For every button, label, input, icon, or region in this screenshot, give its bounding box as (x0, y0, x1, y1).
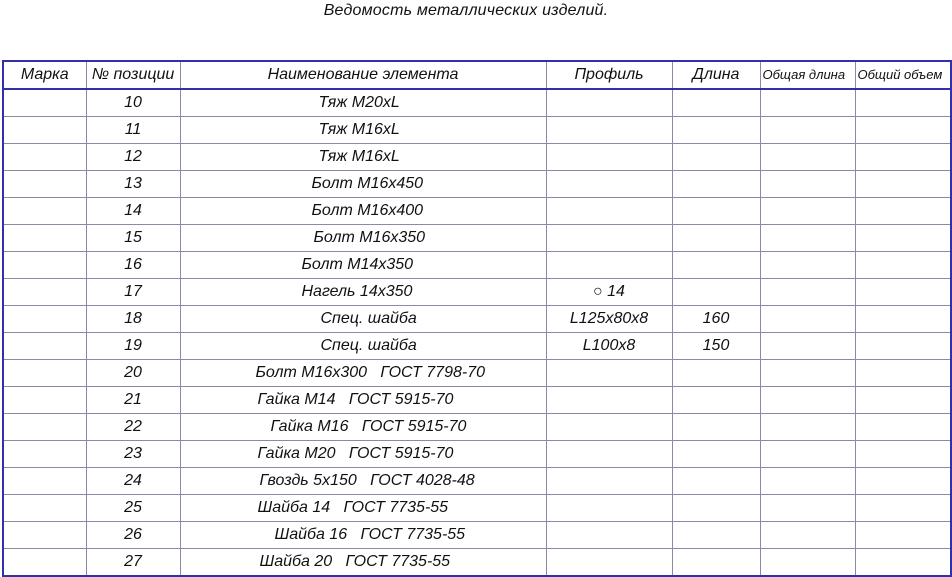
position-cell: 16 (86, 252, 180, 279)
element-name-text: Гайка М14 ГОСТ 5915-70 (257, 391, 454, 408)
element-name-cell (180, 549, 546, 577)
total-length-cell (760, 360, 855, 387)
table-header-row (3, 61, 951, 89)
total-length-cell (760, 144, 855, 171)
total-length-cell (760, 468, 855, 495)
element-name-text: Болт М16x400 (311, 202, 424, 219)
mark-cell (3, 198, 86, 225)
total-volume-cell (855, 89, 951, 117)
profile-cell (546, 360, 672, 387)
total-volume-cell (855, 387, 951, 414)
element-name-text: Шайба 14 ГОСТ 7735-55 (257, 499, 449, 516)
position-cell: 11 (86, 117, 180, 144)
mark-cell (3, 333, 86, 360)
table-row (3, 89, 951, 117)
length-cell (672, 495, 760, 522)
element-name-cell (180, 252, 546, 279)
element-name-text: Нагель 14x350 (301, 283, 413, 300)
element-name-text: Болт М16x350 (313, 229, 426, 246)
table-row (3, 306, 951, 333)
position-cell: 19 (86, 333, 180, 360)
length-cell (672, 89, 760, 117)
total-length-cell (760, 252, 855, 279)
total-volume-cell (855, 333, 951, 360)
total-volume-cell (855, 414, 951, 441)
element-name-cell (180, 495, 546, 522)
metal-items-table (2, 60, 952, 577)
element-name-cell (180, 198, 546, 225)
total-length-cell (760, 279, 855, 306)
length-cell (672, 198, 760, 225)
total-length-cell (760, 198, 855, 225)
table-row (3, 387, 951, 414)
total-volume-cell (855, 117, 951, 144)
total-length-cell (760, 495, 855, 522)
total-length-cell (760, 225, 855, 252)
position-cell: 17 (86, 279, 180, 306)
element-name-cell (180, 333, 546, 360)
element-name-cell (180, 441, 546, 468)
position-cell: 18 (86, 306, 180, 333)
total-volume-cell (855, 306, 951, 333)
element-name-cell (180, 279, 546, 306)
header-total-length: Общая длина (760, 61, 855, 89)
total-length-cell (760, 117, 855, 144)
position-cell: 21 (86, 387, 180, 414)
mark-cell (3, 252, 86, 279)
profile-cell: ○ 14 (546, 279, 672, 306)
element-name-cell (180, 468, 546, 495)
element-name-cell (180, 414, 546, 441)
table-row (3, 171, 951, 198)
document-title: Ведомость металлических изделий. (323, 2, 609, 19)
position-cell: 26 (86, 522, 180, 549)
profile-cell (546, 198, 672, 225)
total-length-cell (760, 441, 855, 468)
profile-cell: L125x80x8 (546, 306, 672, 333)
total-volume-cell (855, 144, 951, 171)
mark-cell (3, 360, 86, 387)
total-length-cell (760, 414, 855, 441)
table-row (3, 117, 951, 144)
element-name-cell (180, 144, 546, 171)
length-cell (672, 279, 760, 306)
element-name-text: Спец. шайба (320, 337, 417, 354)
mark-cell (3, 441, 86, 468)
profile-cell (546, 549, 672, 577)
total-volume-cell (855, 468, 951, 495)
element-name-cell (180, 522, 546, 549)
header-position: № позиции (86, 61, 180, 89)
header-length: Длина (672, 61, 760, 89)
profile-cell: L100x8 (546, 333, 672, 360)
table-row (3, 360, 951, 387)
mark-cell (3, 387, 86, 414)
mark-cell (3, 89, 86, 117)
position-cell: 22 (86, 414, 180, 441)
mark-cell (3, 171, 86, 198)
profile-cell (546, 144, 672, 171)
element-name-cell (180, 360, 546, 387)
element-name-cell (180, 117, 546, 144)
table-row (3, 279, 951, 306)
position-cell: 20 (86, 360, 180, 387)
total-volume-cell (855, 279, 951, 306)
table-row (3, 225, 951, 252)
position-cell: 10 (86, 89, 180, 117)
table-row (3, 198, 951, 225)
position-cell: 12 (86, 144, 180, 171)
table-row (3, 468, 951, 495)
position-cell: 15 (86, 225, 180, 252)
total-length-cell (760, 387, 855, 414)
profile-cell (546, 441, 672, 468)
total-length-cell (760, 522, 855, 549)
total-volume-cell (855, 198, 951, 225)
profile-cell (546, 522, 672, 549)
total-volume-cell (855, 441, 951, 468)
length-cell (672, 252, 760, 279)
length-cell (672, 468, 760, 495)
table-row (3, 495, 951, 522)
element-name-cell (180, 89, 546, 117)
element-name-text: Тяж М16xL (318, 148, 400, 165)
mark-cell (3, 522, 86, 549)
length-cell: 150 (672, 333, 760, 360)
header-total-volume: Общий объем (855, 61, 951, 89)
mark-cell (3, 279, 86, 306)
header-element-name: Наименование элемента (180, 61, 546, 89)
table-row (3, 414, 951, 441)
length-cell: 160 (672, 306, 760, 333)
table-row (3, 144, 951, 171)
total-length-cell (760, 171, 855, 198)
mark-cell (3, 495, 86, 522)
profile-cell (546, 117, 672, 144)
total-length-cell (760, 549, 855, 577)
length-cell (672, 144, 760, 171)
profile-cell (546, 252, 672, 279)
element-name-text: Шайба 16 ГОСТ 7735-55 (274, 526, 466, 543)
mark-cell (3, 144, 86, 171)
total-volume-cell (855, 522, 951, 549)
element-name-text: Болт М14x350 (301, 256, 414, 273)
table-row (3, 252, 951, 279)
table-row (3, 522, 951, 549)
profile-cell (546, 414, 672, 441)
header-profile: Профиль (546, 61, 672, 89)
element-name-text: Гайка М16 ГОСТ 5915-70 (270, 418, 467, 435)
element-name-cell (180, 306, 546, 333)
length-cell (672, 441, 760, 468)
total-volume-cell (855, 360, 951, 387)
position-cell: 25 (86, 495, 180, 522)
profile-cell (546, 89, 672, 117)
mark-cell (3, 468, 86, 495)
element-name-cell (180, 225, 546, 252)
element-name-text: Тяж М16xL (318, 121, 400, 138)
element-name-text: Гайка М20 ГОСТ 5915-70 (257, 445, 454, 462)
total-volume-cell (855, 225, 951, 252)
table-row (3, 441, 951, 468)
element-name-text: Спец. шайба (320, 310, 417, 327)
profile-cell (546, 495, 672, 522)
total-volume-cell (855, 495, 951, 522)
header-mark: Марка (3, 61, 86, 89)
position-cell: 24 (86, 468, 180, 495)
length-cell (672, 522, 760, 549)
total-length-cell (760, 333, 855, 360)
total-volume-cell (855, 252, 951, 279)
profile-cell (546, 468, 672, 495)
position-cell: 27 (86, 549, 180, 577)
length-cell (672, 360, 760, 387)
mark-cell (3, 306, 86, 333)
total-length-cell (760, 89, 855, 117)
length-cell (672, 117, 760, 144)
element-name-cell (180, 171, 546, 198)
length-cell (672, 171, 760, 198)
position-cell: 23 (86, 441, 180, 468)
total-volume-cell (855, 171, 951, 198)
position-cell: 13 (86, 171, 180, 198)
element-name-cell (180, 387, 546, 414)
length-cell (672, 549, 760, 577)
total-length-cell (760, 306, 855, 333)
element-name-text: Гвоздь 5x150 ГОСТ 4028-48 (259, 472, 475, 489)
profile-cell (546, 171, 672, 198)
element-name-text: Болт М16x450 (311, 175, 424, 192)
mark-cell (3, 117, 86, 144)
element-name-text: Шайба 20 ГОСТ 7735-55 (259, 553, 451, 570)
element-name-text: Тяж М20xL (318, 94, 400, 111)
profile-cell (546, 225, 672, 252)
mark-cell (3, 414, 86, 441)
table-row (3, 549, 951, 577)
length-cell (672, 387, 760, 414)
table-row (3, 333, 951, 360)
length-cell (672, 414, 760, 441)
position-cell: 14 (86, 198, 180, 225)
mark-cell (3, 225, 86, 252)
profile-cell (546, 387, 672, 414)
mark-cell (3, 549, 86, 577)
element-name-text: Болт М16x300 ГОСТ 7798-70 (255, 364, 485, 381)
total-volume-cell (855, 549, 951, 577)
length-cell (672, 225, 760, 252)
